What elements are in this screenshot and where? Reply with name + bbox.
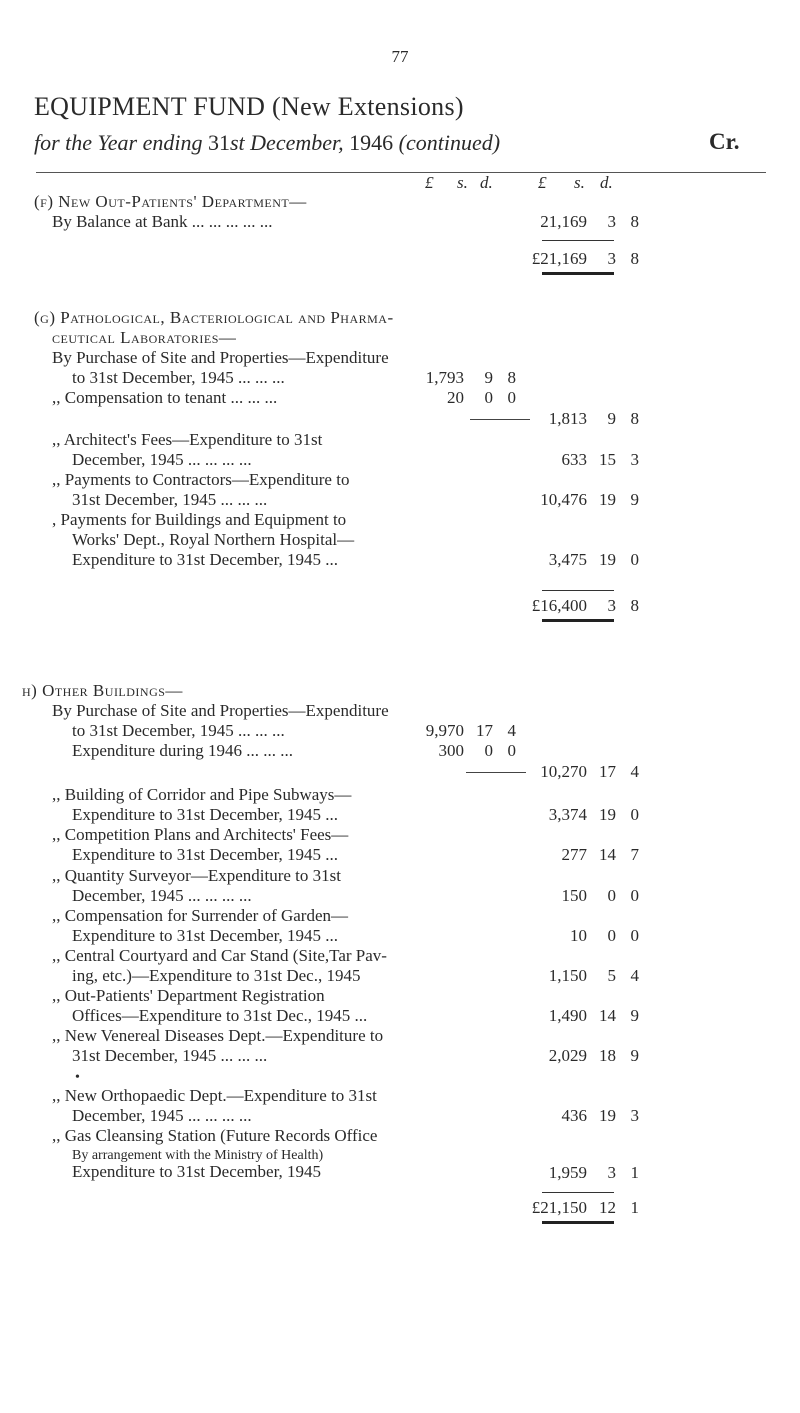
section-h-item-line: ,, New Orthopaedic Dept.—Expenditure to 31st <box>52 1086 377 1105</box>
outer-shillings-header: s. <box>574 173 585 192</box>
section-f-total-rule <box>542 272 614 275</box>
section-g-item5-line3: Expenditure to 31st December, 1945 ... <box>72 550 339 569</box>
section-g-heading-1: (g) Pathological, Bacteriological and Pharma- <box>34 308 394 327</box>
inner-shillings-header: s. <box>457 173 468 192</box>
section-g-item2-inner: 20 0 0 <box>447 388 516 407</box>
outer-pounds-header: £ <box>538 173 547 192</box>
page-title: EQUIPMENT FUND (New Extensions) <box>34 92 464 121</box>
section-h-item-line: Expenditure to 31st December, 1945 ... <box>72 805 339 824</box>
section-g-total-rule <box>542 619 614 622</box>
section-h-total: £21,150 12 1 <box>531 1198 639 1217</box>
section-h-item-line: December, 1945 ... ... ... ... <box>72 886 252 905</box>
page-number: 77 <box>391 47 409 66</box>
section-f-total: £21,169 3 8 <box>531 249 639 268</box>
section-h-item-amount: 277 14 7 <box>561 845 639 864</box>
section-h-total-rule <box>542 1221 614 1224</box>
section-g-item5-line1: , Payments for Buildings and Equipment to <box>52 510 347 529</box>
section-f-heading: (f) New Out-Patients' Department— <box>34 192 307 211</box>
section-g-item1-inner: 1,793 9 8 <box>425 368 516 387</box>
section-h-item-line: ,, Quantity Surveyor—Expenditure to 31st <box>52 866 341 885</box>
section-h-item1-line2: to 31st December, 1945 ... ... ... <box>72 721 285 740</box>
section-h-item-line: ing, etc.)—Expenditure to 31st Dec., 1945 <box>72 966 361 985</box>
section-h-subtotal: 10,270 17 4 <box>540 762 639 781</box>
section-g-item5-amount: 3,475 19 0 <box>548 550 639 569</box>
section-h-item-amount: 1,490 14 9 <box>548 1006 639 1025</box>
page-subtitle <box>34 130 500 156</box>
section-g-item3-line1: ,, Architect's Fees—Expenditure to 31st <box>52 430 323 449</box>
inner-pounds-header: £ <box>425 173 434 192</box>
section-h-item-line: ,, Compensation for Surrender of Garden— <box>52 906 349 925</box>
section-f-line: By Balance at Bank ... ... ... ... ... <box>52 212 273 231</box>
section-h-item1b-inner: 300 0 0 <box>438 741 516 760</box>
outer-pence-header: d. <box>600 173 613 192</box>
section-h-item-line: ,, New Venereal Diseases Dept.—Expenditure to <box>52 1026 384 1045</box>
section-h-item-amount: 1,959 3 1 <box>548 1163 639 1182</box>
section-g-item2: ,, Compensation to tenant ... ... ... <box>52 388 278 407</box>
section-h-item-amount: 10 0 0 <box>570 926 639 945</box>
section-g-item3-line2: December, 1945 ... ... ... ... <box>72 450 252 469</box>
subtitle-suffix: (continued) <box>393 130 501 155</box>
section-h-heading: h) Other Buildings— <box>22 681 183 700</box>
section-h-item-amount: 150 0 0 <box>561 886 639 905</box>
section-h-item-line: ,, Competition Plans and Architects' Fees— <box>52 825 349 844</box>
section-h-item-amount: 436 19 3 <box>561 1106 639 1125</box>
section-h-item-line: Expenditure to 31st December, 1945 ... <box>72 926 339 945</box>
subtitle-prefix: for the Year ending <box>34 130 208 155</box>
section-h-item-line: Expenditure to 31st December, 1945 <box>72 1162 322 1181</box>
section-g-subtotal-dash <box>470 419 530 420</box>
section-h-item-line: Expenditure to 31st December, 1945 ... <box>72 845 339 864</box>
subtitle-year: 1946 <box>349 130 394 155</box>
section-h-item-line: ,, Building of Corridor and Pipe Subways— <box>52 785 352 804</box>
credit-label: Cr. <box>709 129 740 154</box>
section-h-item-line: December, 1945 ... ... ... ... <box>72 1106 252 1125</box>
section-h-item-line: By arrangement with the Ministry of Health) <box>72 1148 324 1163</box>
section-g-item4-amount: 10,476 19 9 <box>540 490 639 509</box>
section-h-item-line: 31st December, 1945 ... ... ... <box>72 1046 268 1065</box>
subtitle-day-suffix: st <box>229 130 245 155</box>
section-h-item1-inner: 9,970 17 4 <box>425 721 516 740</box>
subtitle-day: 31 <box>207 130 230 155</box>
stray-mark: • <box>75 1070 80 1085</box>
section-h-subtotal-dash <box>466 772 526 773</box>
section-h-item-line: ,, Out-Patients' Department Registration <box>52 986 325 1005</box>
section-h-item-amount: 2,029 18 9 <box>548 1046 639 1065</box>
section-h-rule <box>542 1192 614 1193</box>
section-g-item4-line1: ,, Payments to Contractors—Expenditure to <box>52 470 350 489</box>
section-g-total: £16,400 3 8 <box>531 596 639 615</box>
section-h-item-amount: 3,374 19 0 <box>548 805 639 824</box>
section-f-rule <box>542 240 614 241</box>
section-h-item-line: ,, Gas Cleansing Station (Future Records Office <box>52 1126 378 1145</box>
section-h-item-amount: 1,150 5 4 <box>548 966 639 985</box>
header-rule <box>36 172 766 173</box>
section-g-item3-amount: 633 15 3 <box>561 450 639 469</box>
section-g-rule <box>542 590 614 591</box>
section-f-amount: 21,169 3 8 <box>540 212 639 231</box>
section-g-item4-line2: 31st December, 1945 ... ... ... <box>72 490 268 509</box>
subtitle-month: December, <box>244 130 350 155</box>
section-g-subtotal: 1,813 9 8 <box>548 409 639 428</box>
section-g-item1-line1: By Purchase of Site and Properties—Expenditure <box>52 348 389 367</box>
section-g-item1-line2: to 31st December, 1945 ... ... ... <box>72 368 285 387</box>
section-g-item5-line2: Works' Dept., Royal Northern Hospital— <box>72 530 355 549</box>
section-h-item-line: ,, Central Courtyard and Car Stand (Site,Tar Pav- <box>52 946 387 965</box>
section-h-item-line: Offices—Expenditure to 31st Dec., 1945 ... <box>72 1006 368 1025</box>
section-g-heading-2: ceutical Laboratories— <box>52 328 237 347</box>
section-h-item1b: Expenditure during 1946 ... ... ... <box>72 741 293 760</box>
section-h-item1-line1: By Purchase of Site and Properties—Expenditure <box>52 701 389 720</box>
inner-pence-header: d. <box>480 173 493 192</box>
